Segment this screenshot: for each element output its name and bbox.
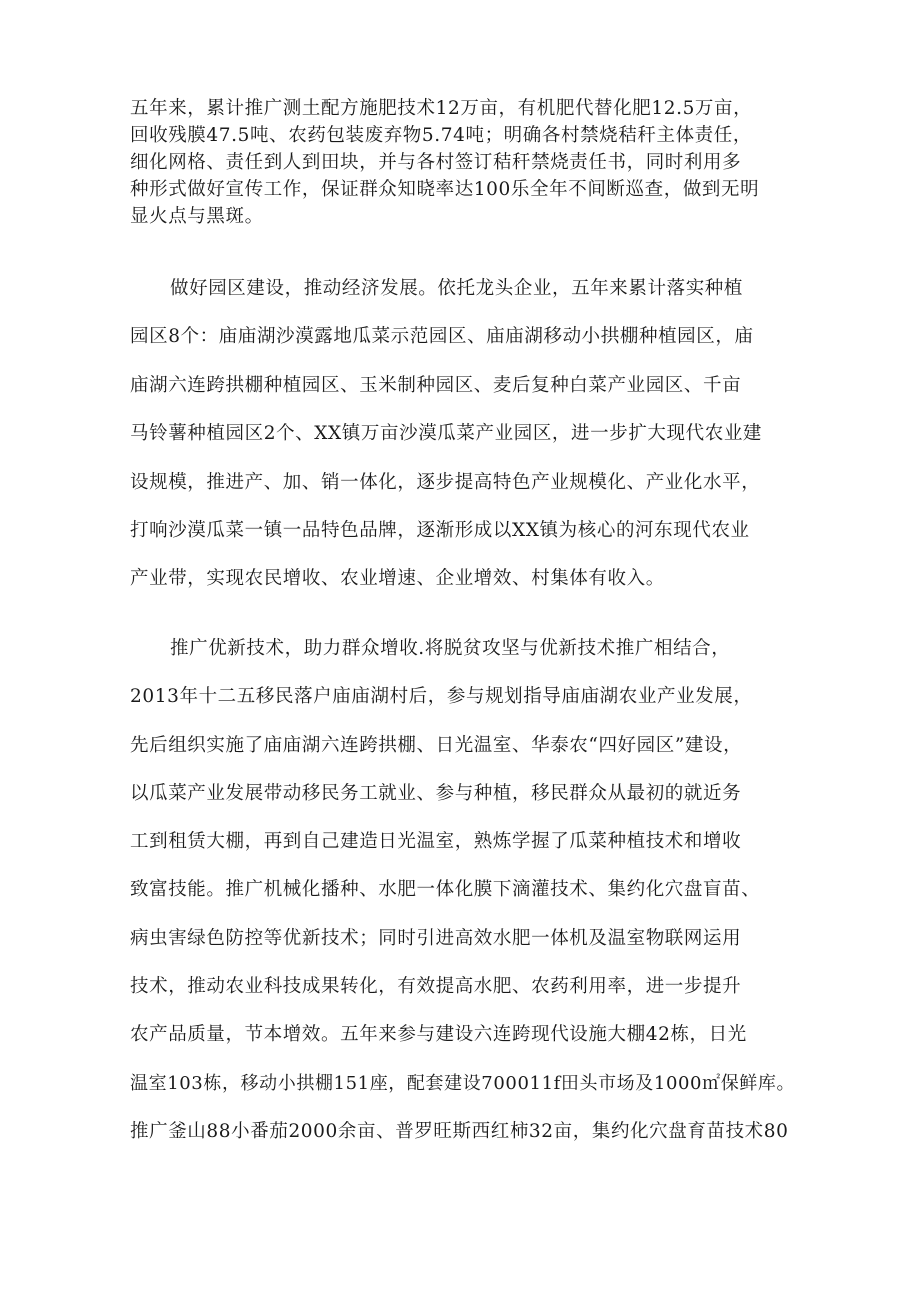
- text-line: 回收残膜47.5吨、农药包装废弃物5.74吨；明确各村禁烧秸秆主体责任，: [130, 125, 752, 146]
- text-line: 农产品质量，节本增效。五年来参与建设六连跨现代设施大棚42栋，日光: [130, 1024, 747, 1046]
- text-line: 致富技能。推广机械化播种、水肥一体化膜下滴灌技术、集约化穴盘盲苗、: [130, 879, 761, 901]
- text-line: 园区8个：庙庙湖沙漠露地瓜菜示范园区、庙庙湖移动小拱棚种植园区，庙: [130, 326, 754, 348]
- text-line: 产业带，实现农民增收、农业增速、企业增效、村集体有收入。: [130, 568, 665, 590]
- paragraph-park-construction: [130, 265, 800, 604]
- text-line: 技术，推动农业科技成果转化，有效提高水肥、农药利用率，进一步提升: [130, 976, 742, 998]
- text-line: 推广优新技术，助力群众增收.将脱贫攻坚与优新技术推广相结合，: [170, 638, 731, 659]
- text-line: 设规模，推进产、加、销一体化，逐步提高特色产业规模化、产业化水平，: [130, 471, 761, 493]
- text-line: 温室103栋，移动小拱棚151座，配套建设700011f田头市场及1000㎡保鲜库。: [130, 1072, 796, 1094]
- text-line: 2013年十二五移民落户庙庙湖村后，参与规划指导庙庙湖农业产业发展，: [130, 686, 753, 708]
- text-line: 马铃薯种植园区2个、XX镇万亩沙漠瓜菜产业园区，进一步扩大现代农业建: [130, 423, 763, 445]
- text-line: 五年来，累计推广测土配方施肥技术12万亩，有机肥代替化肥12.5万亩，: [130, 98, 753, 119]
- text-line: 种形式做好宣传工作，保证群众知晓率达100乐全年不间断巡查，做到无明: [130, 179, 760, 200]
- text-line: 工到租赁大棚，再到自己建造日光温室，熟炼学握了瓜菜种植技术和增收: [130, 831, 742, 853]
- text-line: 先后组织实施了庙庙湖六连跨拱棚、日光温室、华泰农“四好园区”建设，: [130, 734, 743, 756]
- text-line: 显火点与黑斑。: [130, 206, 264, 227]
- text-line: 推广釜山88小番茄2000余亩、普罗旺斯西红柿32亩，集约化穴盘育苗技术80: [130, 1120, 789, 1142]
- text-line: 病虫害绿色防控等优新技术；同时引进高效水肥一体机及温室物联网运用: [130, 927, 742, 949]
- paragraph-straw-burning: [130, 95, 800, 230]
- text-line: 做好园区建设，推动经济发展。依托龙头企业，五年来累计落实种植: [170, 278, 744, 299]
- text-line: 细化网格、责任到人到田块，并与各村签订秸秆禁烧责任书，同时利用多: [130, 152, 742, 173]
- text-line: 庙湖六连跨拱棚种植园区、玉米制种园区、麦后复种白菜产业园区、千亩: [130, 374, 742, 396]
- paragraph-technology-promotion: [130, 625, 800, 1156]
- text-line: 以瓜菜产业发展带动移民务工就业、参与种植，移民群众从最初的就近务: [130, 782, 742, 804]
- text-line: 打响沙漠瓜菜一镇一品特色品牌，逐渐形成以XX镇为核心的河东现代农业: [130, 519, 750, 541]
